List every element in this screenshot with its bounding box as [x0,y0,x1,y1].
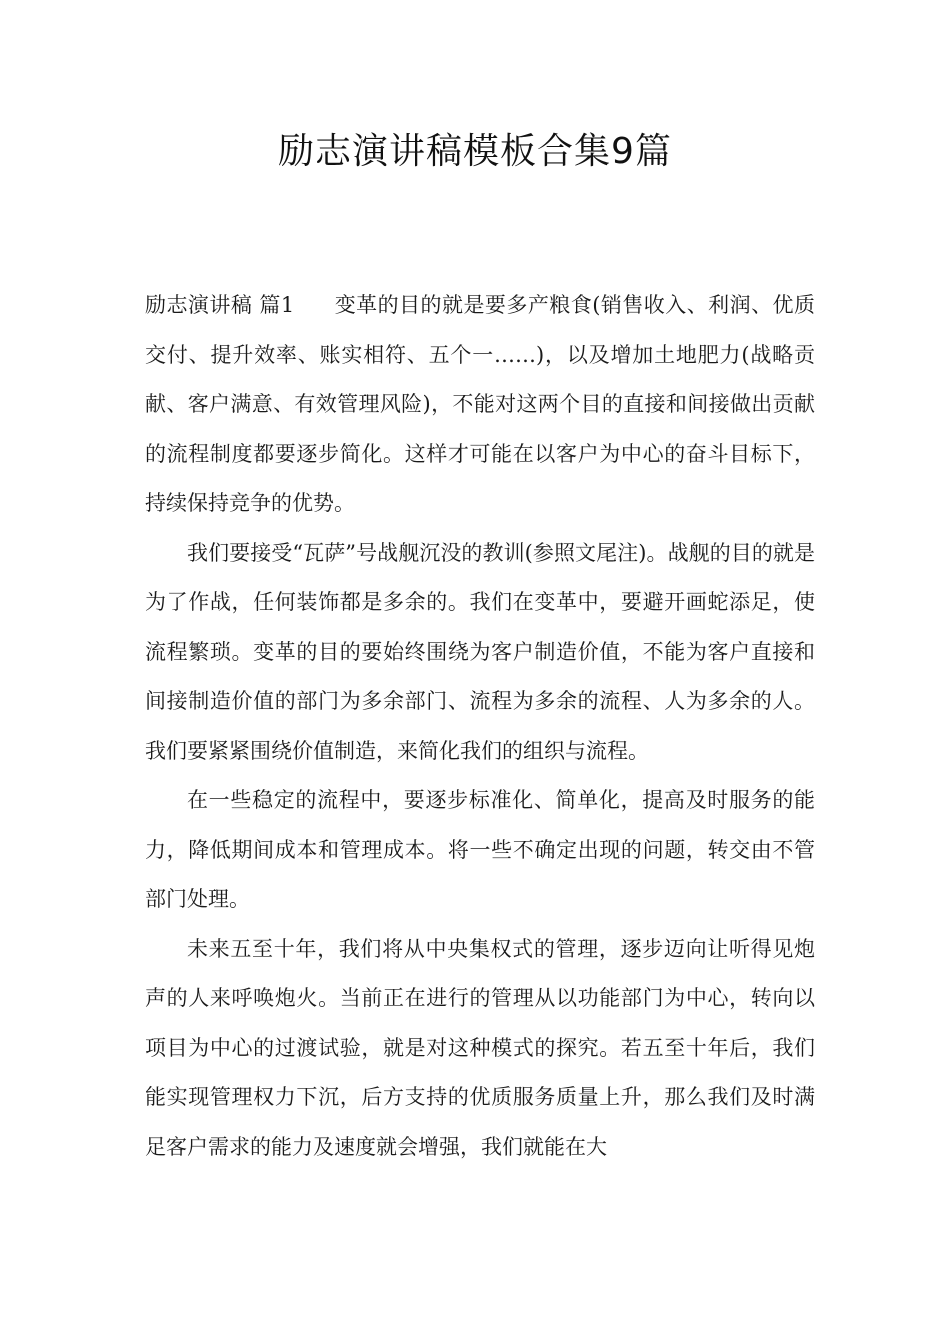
paragraph-2: 我们要接受“瓦萨”号战舰沉没的教训(参照文尾注)。战舰的目的就是为了作战，任何装饰都是多余的。我们在变革中，要避开画蛇添足，使流程繁琐。变革的目的要始终围绕为客户制造价值，不能为客户直接和间接制造价值的部门为多余部门、流程为多余的流程、人为多余的人。我们要紧紧围绕价值制造，来简化我们的组织与流程。 [145,540,815,763]
document-title: 励志演讲稿模板合集9篇 [278,131,672,172]
paragraph-1 [145,281,815,529]
paragraph-4: 未来五至十年，我们将从中央集权式的管理，逐步迈向让听得见炮声的人来呼唤炮火。当前正在进行的管理从以功能部门为中心，转向以项目为中心的过渡试验，就是对这种模式的探究。若五至十年后，我们能实现管理权力下沉，后方支持的优质服务质量上升，那么我们及时满足客户需求的能力及速度就会增强，我们就能在大 [145,936,815,1159]
paragraph-1-text: 变革的目的就是要多产粮食(销售收入、利润、优质交付、提升效率、账实相符、五个一……)，以及增加土地肥力(战略贡献、客户满意、有效管理风险)，不能对这两个目的直接和间接做出贡献的流程制度都要逐步简化。这样才可能在以客户为中心的奋斗目标下，持续保持竞争的优势。 [145,293,815,515]
section-label: 励志演讲稿 篇1 [145,293,295,317]
document-body [145,281,815,1172]
paragraph-3: 在一些稳定的流程中，要逐步标准化、简单化，提高及时服务的能力，降低期间成本和管理成本。将一些不确定出现的问题，转交由不管部门处理。 [145,788,815,911]
